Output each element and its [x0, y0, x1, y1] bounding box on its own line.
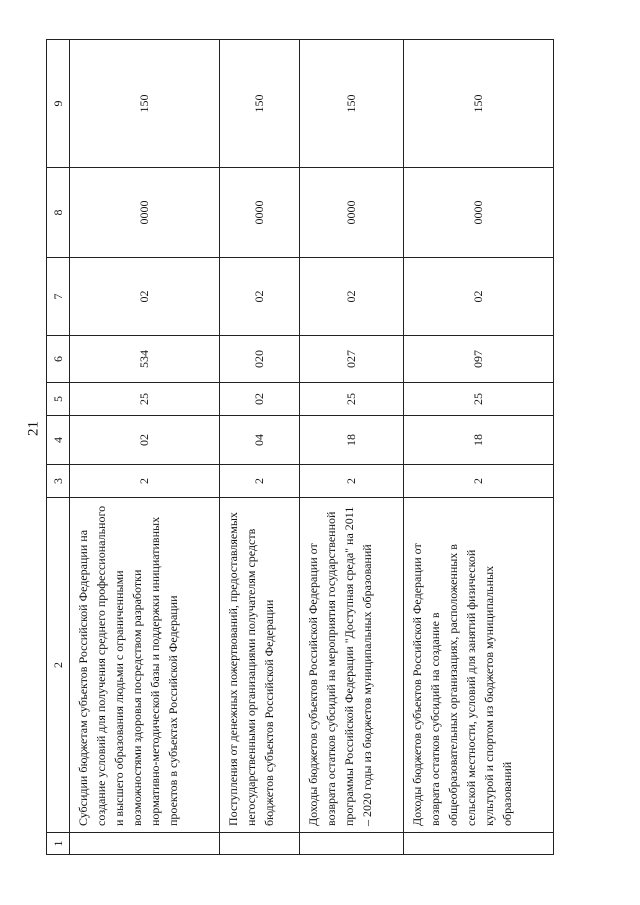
cell-col8: 0000	[404, 168, 554, 258]
col-header-2: 2	[47, 498, 70, 833]
col-header-6: 6	[47, 336, 70, 383]
col-header-8: 8	[47, 168, 70, 258]
cell-col8: 0000	[219, 168, 300, 258]
cell-col3: 2	[404, 465, 554, 498]
cell-col1	[300, 833, 404, 855]
cell-col9: 150	[300, 40, 404, 168]
cell-col7: 02	[219, 258, 300, 336]
cell-col4: 04	[219, 416, 300, 465]
header-row	[47, 40, 70, 855]
cell-col4: 02	[70, 416, 220, 465]
col-header-5: 5	[47, 383, 70, 416]
cell-col1	[219, 833, 300, 855]
cell-description: Доходы бюджетов субъектов Российской Федерации от возврата остатков субсидий на мероприятия государственной программы Российской Федерации "Доступная среда" на 2011 – 2020 годы из бюджетов муниципальных образований	[300, 498, 404, 833]
col-header-9: 9	[47, 40, 70, 168]
col-header-1: 1	[47, 833, 70, 855]
page-number: 21	[25, 421, 42, 436]
cell-col8: 0000	[70, 168, 220, 258]
cell-col8: 0000	[300, 168, 404, 258]
cell-col9: 150	[219, 40, 300, 168]
cell-description: Доходы бюджетов субъектов Российской Федерации от возврата остатков субсидий на создание в общеобразовательных организациях, расположенных в сельской местности, условий для занятий физической культурой и спортом из бюджетов муниципальных образований	[404, 498, 554, 833]
table-row	[219, 40, 300, 855]
cell-col7: 02	[300, 258, 404, 336]
table-wrapper	[46, 40, 554, 855]
cell-col9: 150	[404, 40, 554, 168]
cell-col3: 2	[70, 465, 220, 498]
cell-col5: 25	[70, 383, 220, 416]
cell-col1	[70, 833, 220, 855]
cell-col5: 25	[300, 383, 404, 416]
cell-col3: 2	[219, 465, 300, 498]
table-row	[300, 40, 404, 855]
cell-col6: 097	[404, 336, 554, 383]
cell-col1	[404, 833, 554, 855]
col-header-4: 4	[47, 416, 70, 465]
revenue-codes-table	[46, 39, 554, 855]
cell-description: Поступления от денежных пожертвований, предоставляемых негосударственными организациями получателям средств бюджетов субъектов Российской Федерации	[219, 498, 300, 833]
col-header-7: 7	[47, 258, 70, 336]
cell-col5: 25	[404, 383, 554, 416]
table-row	[404, 40, 554, 855]
cell-description: Субсидии бюджетам субъектов Российской Федерации на создание условий для получения среднего профессионального и высшего образования людьми с ограниченными возможностями здоровья посредством разработки нормативно-методической базы и поддержки инициативных проектов в субъектах Российской Федерации	[70, 498, 220, 833]
cell-col4: 18	[404, 416, 554, 465]
cell-col6: 020	[219, 336, 300, 383]
table-row	[70, 40, 220, 855]
cell-col7: 02	[404, 258, 554, 336]
cell-col3: 2	[300, 465, 404, 498]
col-header-3: 3	[47, 465, 70, 498]
cell-col7: 02	[70, 258, 220, 336]
rotated-table-frame	[46, 40, 554, 855]
cell-col6: 027	[300, 336, 404, 383]
cell-col4: 18	[300, 416, 404, 465]
cell-col5: 02	[219, 383, 300, 416]
cell-col6: 534	[70, 336, 220, 383]
cell-col9: 150	[70, 40, 220, 168]
